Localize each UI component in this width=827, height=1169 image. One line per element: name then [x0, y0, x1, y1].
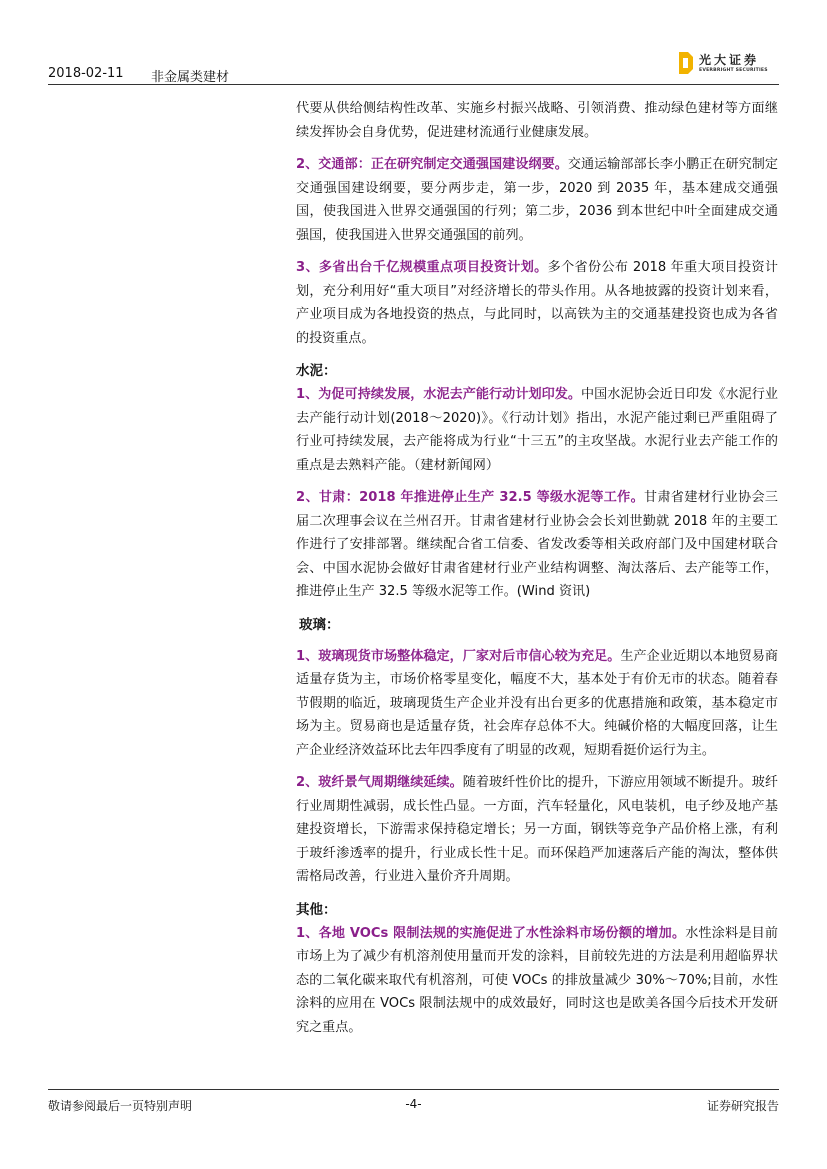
paragraph-text: 水性涂料是目前市场上为了减少有机溶剂使用量而开发的涂料，目前较先进的方法是利用超临界状态的二氧化碳来取代有机溶剂，可使 VOCs 的排放量减少 30%～70%;目前，水性涂料的应用在 VOCs 限制法规中的成效最好，同时这也是欧美各国今后技术开发研究之重点。 [296, 925, 778, 1035]
footer-divider [48, 1089, 779, 1090]
paragraph [296, 771, 778, 889]
paragraph-text: 生产企业近期以本地贸易商适量存货为主，市场价格零星变化，幅度不大，基本处于有价无市的状态。随着春节假期的临近，玻璃现货生产企业并没有出台更多的优惠措施和政策，基本稳定市场为主。贸易商也是适量存货，社会库存总体不大。纯碱价格的大幅度回落，让生产企业经济效益环比去年四季度有了明显的改观，短期看挺价运行为主。 [296, 648, 778, 758]
everbright-logo-icon [679, 52, 693, 74]
logo-text-en: EVERBRIGHT SECURITIES [699, 68, 768, 73]
paragraph-text: 交通运输部部长李小鹏正在研究制定交通强国建设纲要，要分两步走，第一步，2020 到 2035 年，基本建成交通强国，使我国进入世界交通强国的行列；第二步，2036 到本世纪中叶全面建成交通强国，使我国进入世界交通强国的前列。 [296, 157, 778, 243]
brand-logo [679, 48, 779, 78]
paragraph-headline: 1、玻璃现货市场整体稳定，厂家对后市信心较为充足。 [296, 648, 621, 664]
paragraph-text: 中国水泥协会近日印发《水泥行业去产能行动计划(2018～2020)》。《行动计划》指出，水泥产能过剩已严重阻碍了行业可持续发展，去产能将成为行业“十三五”的主攻坚战。水泥行业去产能工作的重点是去熟料产能。（建材新闻网） [296, 387, 778, 473]
paragraph-text: 代要从供给侧结构性改革、实施乡村振兴战略、引领消费、推动绿色建材等方面继续发挥协会自身优势，促进建材流通行业健康发展。 [296, 101, 778, 140]
section-title-glass: 玻璃： [299, 616, 340, 633]
report-type: 证券研究报告 [706, 1099, 779, 1113]
paragraph [296, 256, 778, 350]
page-footer [48, 1089, 779, 1129]
paragraph-group-glass [296, 645, 778, 889]
paragraph [296, 97, 778, 144]
paragraph-text: 甘肃省建材行业协会三届二次理事会议在兰州召开。甘肃省建材行业协会会长刘世勤就 2018 年的主要工作进行了安排部署。继续配合省工信委、省发改委等相关政府部门及中国建材联合会、中国水泥协会做好甘肃省建材行业产业结构调整、淘汰落后、去产能等工作，推进停止生产 32.5 等级水泥等工作。(Wind 资讯) [296, 490, 778, 599]
paragraph-text: 多个省份公布 2018 年重大项目投资计划，充分利用好“重大项目”对经济增长的带头作用。从各地披露的投资计划来看，产业项目成为各地投资的热点，与此同时，以高铁为主的交通基建投资也成为各省的投资重点。 [296, 260, 778, 346]
paragraph-headline: 1、各地 VOCs 限制法规的实施促进了水性涂料市场份额的增加。 [296, 925, 686, 941]
header-divider [48, 84, 779, 85]
paragraph-text: 随着玻纤性价比的提升，下游应用领域不断提升。玻纤行业周期性减弱，成长性凸显。一方面，汽车轻量化，风电装机，电子纱及地产基建投资增长，下游需求保持稳定增长；另一方面，钢铁等竞争产品价格上涨，有利于玻纤渗透率的提升，行业成长性十足。而环保趋严加速落后产能的淘汰，整体供需格局改善，行业进入量价齐升周期。 [296, 775, 778, 884]
paragraph [296, 922, 778, 1040]
paragraph-headline: 2、甘肃：2018 年推进停止生产 32.5 等级水泥等工作。 [296, 490, 645, 505]
page-header [48, 48, 779, 84]
report-date: 2018-02-11 [48, 66, 124, 81]
logo-text-cn: 光大证券 [699, 53, 760, 67]
paragraph [296, 153, 778, 247]
paragraph [296, 383, 778, 477]
paragraph-headline: 1、为促可持续发展，水泥去产能行动计划印发。 [296, 387, 581, 402]
disclaimer-note: 敬请参阅最后一页特别声明 [48, 1099, 193, 1113]
paragraph [296, 486, 778, 604]
report-category: 非金属类建材 [151, 70, 230, 85]
paragraph-group-intro [296, 97, 778, 350]
paragraph-group-other [296, 922, 778, 1040]
paragraph-headline: 2、交通部：正在研究制定交通强国建设纲要。 [296, 157, 568, 172]
section-title-cement: 水泥： [296, 363, 337, 379]
section-title-other: 其他： [296, 901, 337, 918]
report-body [296, 97, 778, 1048]
paragraph-headline: 3、多省出台千亿规模重点项目投资计划。 [296, 260, 548, 275]
paragraph-headline: 2、玻纤景气周期继续延续。 [296, 775, 463, 790]
page-number: -4- [405, 1097, 422, 1111]
paragraph [296, 645, 778, 763]
paragraph-group-cement [296, 383, 778, 604]
